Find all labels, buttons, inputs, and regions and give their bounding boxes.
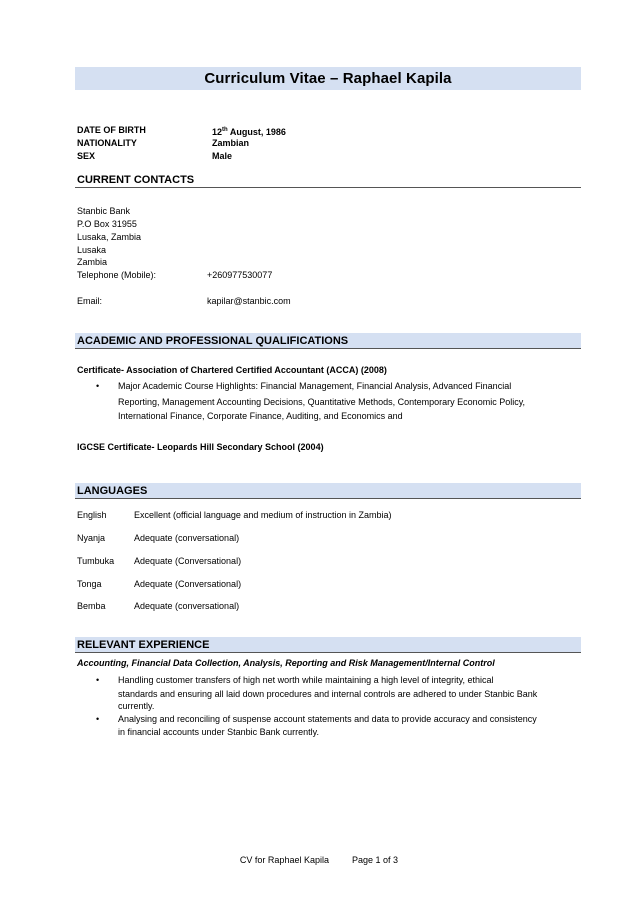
language-level: Adequate (conversational)	[134, 533, 240, 543]
page-footer	[0, 855, 638, 865]
experience-bullet-line: standards and ensuring all laid down procedures and internal controls are adhered to under Stanbic Bank	[118, 689, 538, 699]
language-level: Adequate (Conversational)	[134, 556, 242, 566]
bullet-icon: •	[96, 381, 100, 391]
language-name: Bemba	[77, 601, 106, 611]
cv-title: Curriculum Vitae – Raphael Kapila	[75, 67, 581, 90]
course-highlights-line: International Finance, Corporate Finance, Auditing, and Economics and	[118, 411, 403, 421]
address-line: P.O Box 31955	[77, 219, 137, 229]
footer-document-name: CV for Raphael Kapila	[239, 855, 329, 865]
footer-page-number: Page 1 of 3	[352, 855, 399, 865]
address-line: Stanbic Bank	[77, 206, 131, 216]
address-line: Lusaka	[77, 245, 107, 255]
sex-label: SEX	[77, 151, 96, 161]
dob-day: 12	[212, 127, 223, 137]
course-highlights-line: Reporting, Management Accounting Decisions, Quantitative Methods, Contemporary Economic Policy,	[118, 397, 526, 407]
experience-bullet-line: currently.	[118, 701, 155, 711]
telephone-value: +260977530077	[207, 270, 273, 280]
language-level: Adequate (Conversational)	[134, 579, 242, 589]
nationality-label: NATIONALITY	[77, 138, 137, 148]
language-name: Tonga	[77, 579, 102, 589]
dob-rest: August, 1986	[227, 127, 286, 137]
experience-bullet-line: Handling customer transfers of high net worth while maintaining a high level of integrity, ethical	[118, 675, 494, 685]
experience-bullet-line: Analysing and reconciling of suspense account statements and data to provide accuracy and consistency	[118, 714, 537, 724]
address-line: Lusaka, Zambia	[77, 232, 142, 242]
nationality-value: Zambian	[212, 138, 250, 148]
language-name: Tumbuka	[77, 556, 115, 566]
dob-ordinal: th	[222, 127, 228, 133]
bullet-icon: •	[96, 714, 100, 724]
dob-value	[212, 124, 286, 138]
email-label: Email:	[77, 296, 103, 306]
experience-subheading: Accounting, Financial Data Collection, Analysis, Reporting and Risk Management/Internal Control	[77, 658, 495, 668]
language-name: English	[77, 510, 107, 520]
dob-label: DATE OF BIRTH	[77, 125, 146, 135]
telephone-label: Telephone (Mobile):	[77, 270, 157, 280]
certificate-igcse: IGCSE Certificate- Leopards Hill Secondary School (2004)	[77, 442, 324, 452]
language-level: Excellent (official language and medium of instruction in Zambia)	[134, 510, 392, 520]
language-level: Adequate (conversational)	[134, 601, 240, 611]
section-heading-experience: RELEVANT EXPERIENCE	[75, 637, 581, 653]
sex-value: Male	[212, 151, 233, 161]
language-name: Nyanja	[77, 533, 106, 543]
certificate-acca: Certificate- Association of Chartered Certified Accountant (ACCA) (2008)	[77, 365, 387, 375]
section-heading-languages: LANGUAGES	[75, 483, 581, 499]
experience-bullet-line: in financial accounts under Stanbic Bank currently.	[118, 727, 319, 737]
bullet-icon: •	[96, 675, 100, 685]
address-line: Zambia	[77, 257, 108, 267]
course-highlights-line: Major Academic Course Highlights: Financial Management, Financial Analysis, Advanced Financial	[118, 381, 512, 391]
section-heading-contacts: CURRENT CONTACTS	[75, 172, 581, 188]
email-value: kapilar@stanbic.com	[207, 296, 291, 306]
section-heading-academic: ACADEMIC AND PROFESSIONAL QUALIFICATIONS	[75, 333, 581, 349]
